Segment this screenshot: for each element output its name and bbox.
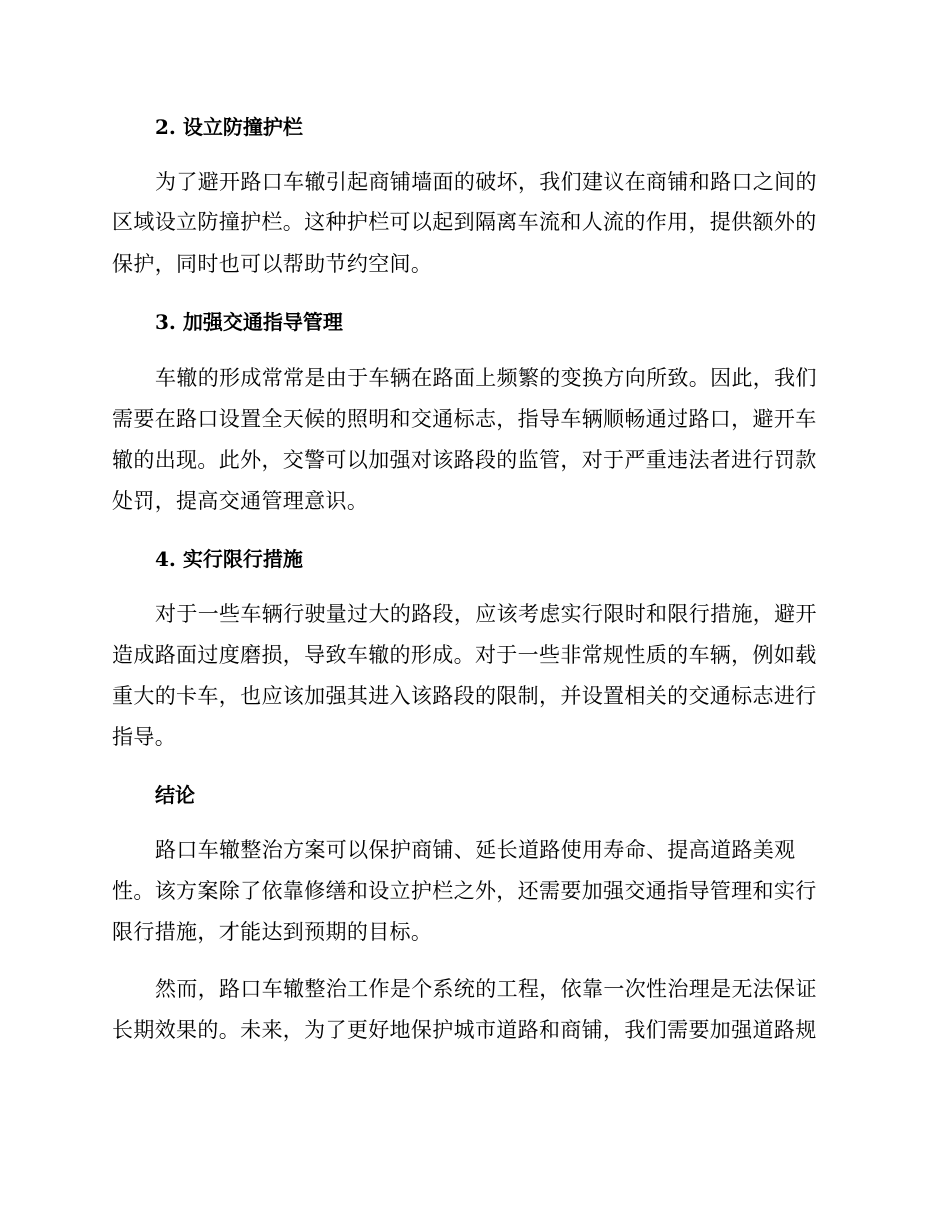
section-heading-restriction: 4. 实行限行措施 [155,547,303,571]
paragraph-line: 处罚，提高交通管理意识。 [112,489,369,513]
paragraph-line: 辙的出现。此外，交警可以加强对该路段的监管，对于严重违法者进行罚款 [112,448,817,472]
paragraph-line: 对于一些车辆行驶量过大的路段，应该考虑实行限时和限行措施，避开 [155,602,817,626]
paragraph-line: 性。该方案除了依靠修缮和设立护栏之外，还需要加强交通指导管理和实行 [112,879,817,903]
section-heading-conclusion: 结论 [155,783,195,807]
paragraph-line: 路口车辙整治方案可以保护商铺、延长道路使用寿命、提高道路美观 [155,838,796,862]
paragraph-line: 指导。 [112,725,177,749]
paragraph-line: 然而，路口车辙整治工作是个系统的工程，依靠一次性治理是无法保证 [155,977,817,1001]
paragraph-line: 区域设立防撞护栏。这种护栏可以起到隔离车流和人流的作用，提供额外的 [112,210,817,234]
paragraph-line: 重大的卡车，也应该加强其进入该路段的限制，并设置相关的交通标志进行 [112,684,817,708]
paragraph-line: 长期效果的。未来，为了更好地保护城市道路和商铺，我们需要加强道路规 [112,1018,817,1042]
section-heading-traffic-guidance: 3. 加强交通指导管理 [155,310,343,334]
paragraph-line: 需要在路口设置全天候的照明和交通标志，指导车辆顺畅通过路口，避开车 [112,407,817,431]
paragraph-line: 造成路面过度磨损，导致车辙的形成。对于一些非常规性质的车辆，例如载 [112,643,817,667]
paragraph-line: 为了避开路口车辙引起商铺墙面的破坏，我们建议在商铺和路口之间的 [155,170,817,194]
paragraph-line: 保护，同时也可以帮助节约空间。 [112,252,433,276]
paragraph-line: 限行措施，才能达到预期的目标。 [112,920,433,944]
paragraph-line: 车辙的形成常常是由于车辆在路面上频繁的变换方向所致。因此，我们 [155,366,817,390]
section-heading-barrier: 2. 设立防撞护栏 [155,115,303,139]
